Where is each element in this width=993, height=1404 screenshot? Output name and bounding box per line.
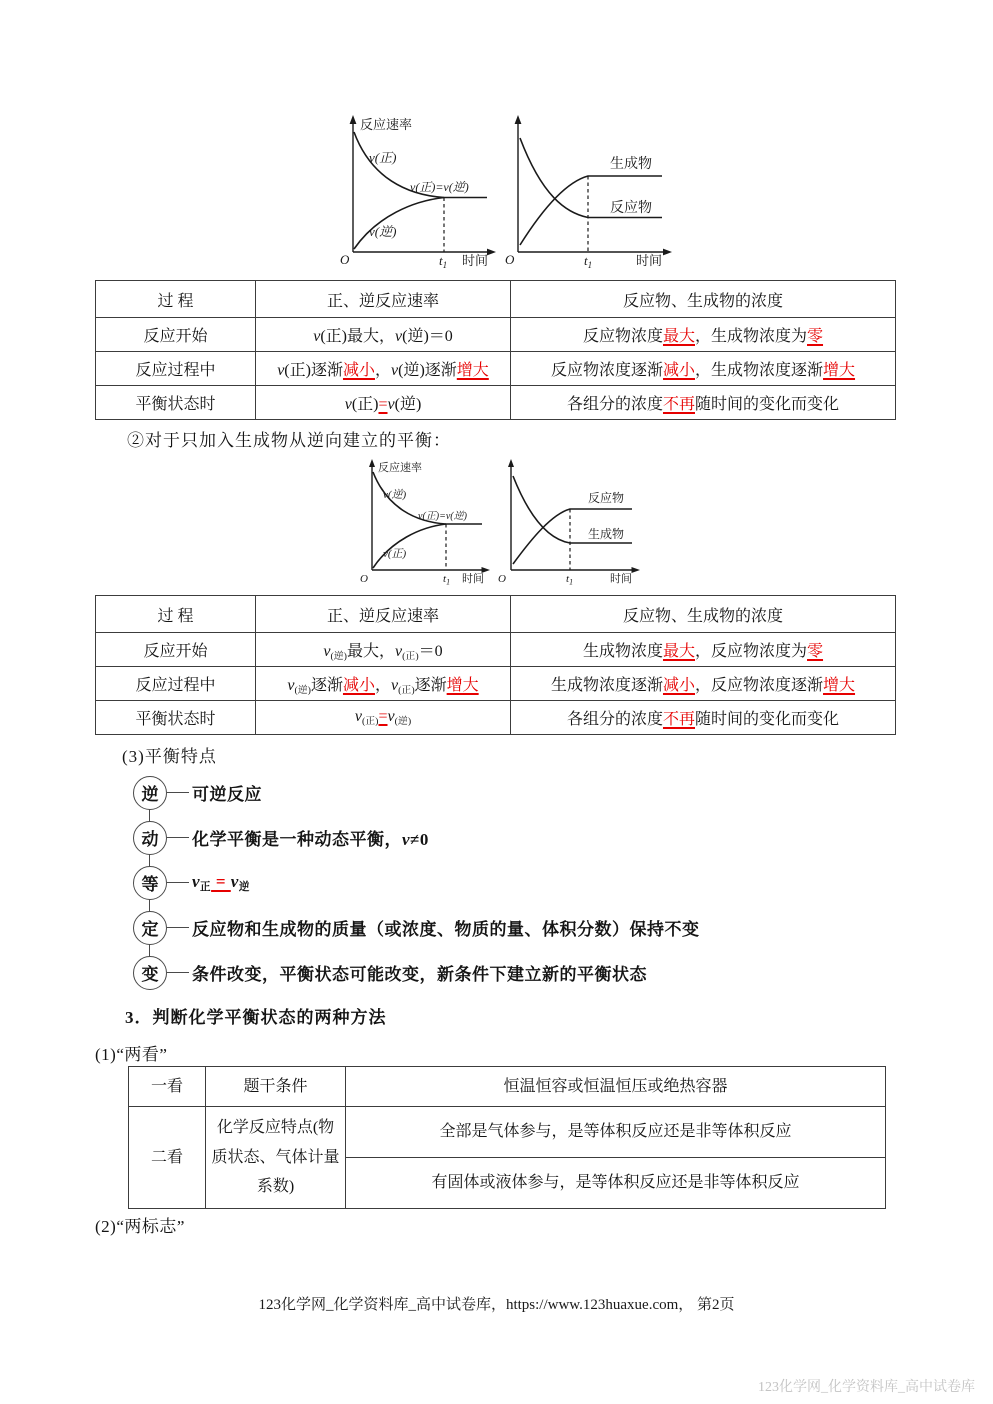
feature-item xyxy=(133,860,700,905)
table-row xyxy=(129,1107,886,1158)
process-cell: 平衡状态时 xyxy=(96,386,256,420)
table-row xyxy=(129,1067,886,1107)
table-row xyxy=(96,281,896,318)
note-reverse-equilibrium: ②对于只加入生成物从逆向建立的平衡： xyxy=(127,431,451,450)
feature-item xyxy=(133,770,700,815)
origin-label: O xyxy=(360,573,368,585)
origin-label: O xyxy=(498,573,506,585)
table-row xyxy=(96,318,896,352)
condition-label-cell: 题干条件 xyxy=(206,1067,346,1107)
table-row xyxy=(96,667,896,701)
table-reverse-equilibrium xyxy=(95,595,896,735)
rate-cell: v(正)最大，v(逆)＝0 xyxy=(256,318,511,352)
feature-item xyxy=(133,950,700,995)
feature-text: 反应物和生成物的质量（或浓度、物质的量、体积分数）保持不变 xyxy=(192,920,700,939)
concentration-cell: 生成物浓度逐渐减小，反应物浓度逐渐增大 xyxy=(511,667,896,701)
concentration-cell: 反应物浓度逐渐减小，生成物浓度逐渐增大 xyxy=(511,352,896,386)
reaction-feature-cell: 化学反应特点(物质状态、气体计量系数) xyxy=(206,1107,346,1209)
equilibrium-features xyxy=(133,770,700,995)
feature-circle: 逆 xyxy=(133,776,167,810)
look-one-cell: 一看 xyxy=(129,1067,206,1107)
x-axis-label: 时间 xyxy=(462,253,489,268)
table-forward-equilibrium xyxy=(95,280,896,420)
subsection-two-sign-label: (2)“两标志” xyxy=(95,1217,185,1236)
t1-label: $t_1$ xyxy=(443,573,451,587)
rate-time-graph-forward xyxy=(333,112,500,270)
feature-item xyxy=(133,905,700,950)
feature-item xyxy=(133,815,700,860)
reactant-curve-label: 反应物 xyxy=(588,491,625,505)
header-rates: 正、逆反应速率 xyxy=(256,281,511,318)
y-axis-label: 反应速率 xyxy=(360,117,413,132)
table-row xyxy=(96,352,896,386)
look-two-cell: 二看 xyxy=(129,1107,206,1209)
page-footer: 123化学网_化学资料库_高中试卷库，https://www.123huaxue.com， 第2页 xyxy=(258,1297,735,1313)
rate-time-graph-reverse xyxy=(354,456,494,587)
equal-rates-label: v(正)=v(逆) xyxy=(418,511,467,522)
feature-text: 化学平衡是一种动态平衡，v≠0 xyxy=(192,830,429,849)
table-row xyxy=(96,596,896,633)
feature-text: v正 = v逆 xyxy=(192,871,250,893)
rate-cell: v(逆)逐渐减小，v(正)逐渐增大 xyxy=(256,667,511,701)
reactant-curve-label: 反应物 xyxy=(610,201,652,216)
equal-rates-label: v(正)=v(逆) xyxy=(410,180,469,194)
concentration-cell: 生成物浓度最大，反应物浓度为零 xyxy=(511,633,896,667)
rate-cell: v(逆)最大，v(正)＝0 xyxy=(256,633,511,667)
dash-connector xyxy=(167,882,189,883)
reverse-rate-curve-label: v(逆) xyxy=(383,489,407,501)
reverse-rate-curve-label: v(逆) xyxy=(369,224,397,239)
process-cell: 平衡状态时 xyxy=(96,701,256,735)
forward-rate-curve-label: v(正) xyxy=(383,548,407,560)
feature-circle: 动 xyxy=(133,821,167,855)
concentration-cell: 各组分的浓度不再随时间的变化而变化 xyxy=(511,701,896,735)
graph-set-reverse xyxy=(354,456,644,587)
header-process: 过 程 xyxy=(96,596,256,633)
origin-label: O xyxy=(340,252,350,267)
t1-label: $t_1$ xyxy=(584,253,593,270)
product-curve-label: 生成物 xyxy=(588,527,625,541)
dash-connector xyxy=(167,972,189,973)
concentration-cell: 各组分的浓度不再随时间的变化而变化 xyxy=(511,386,896,420)
x-axis-label: 时间 xyxy=(636,253,663,268)
dash-connector xyxy=(167,792,189,793)
dash-connector xyxy=(167,927,189,928)
concentration-cell: 反应物浓度最大，生成物浓度为零 xyxy=(511,318,896,352)
rate-cell: v(正)逐渐减小，v(逆)逐渐增大 xyxy=(256,352,511,386)
feature-text: 条件改变，平衡状态可能改变，新条件下建立新的平衡状态 xyxy=(192,965,647,984)
origin-label: O xyxy=(505,252,515,267)
product-curve-label: 生成物 xyxy=(610,157,652,172)
feature-circle: 定 xyxy=(133,911,167,945)
subsection-two-look-label: (1)“两看” xyxy=(95,1045,168,1064)
x-axis-label: 时间 xyxy=(462,573,484,585)
header-rates: 正、逆反应速率 xyxy=(256,596,511,633)
process-cell: 反应过程中 xyxy=(96,352,256,386)
forward-rate-curve-label: v(正) xyxy=(369,150,397,165)
feature-text: 可逆反应 xyxy=(192,785,262,804)
equilibrium-features-title: (3)平衡特点 xyxy=(122,747,217,766)
dash-connector xyxy=(167,837,189,838)
gas-case-cell: 全部是气体参与，是等体积反应还是非等体积反应 xyxy=(346,1107,886,1158)
x-axis-label: 时间 xyxy=(610,573,632,585)
y-axis-label: 反应速率 xyxy=(378,462,422,474)
rate-cell: v(正)=v(逆) xyxy=(256,386,511,420)
table-row xyxy=(96,701,896,735)
rate-cell: v(正)=v(逆) xyxy=(256,701,511,735)
table-row xyxy=(96,386,896,420)
table-row xyxy=(96,633,896,667)
header-process: 过 程 xyxy=(96,281,256,318)
section-3-heading: 3．判断化学平衡状态的两种方法 xyxy=(125,1008,387,1027)
t1-label: $t_1$ xyxy=(439,253,448,270)
condition-value-cell: 恒温恒容或恒温恒压或绝热容器 xyxy=(346,1067,886,1107)
concentration-time-graph-reverse xyxy=(494,456,644,587)
process-cell: 反应开始 xyxy=(96,633,256,667)
t1-label: $t_1$ xyxy=(566,573,574,587)
header-concentrations: 反应物、生成物的浓度 xyxy=(511,281,896,318)
watermark: 123化学网_化学资料库_高中试卷库 xyxy=(758,1380,975,1395)
feature-circle: 等 xyxy=(133,866,167,900)
header-concentrations: 反应物、生成物的浓度 xyxy=(511,596,896,633)
process-cell: 反应过程中 xyxy=(96,667,256,701)
two-look-table xyxy=(128,1066,886,1209)
graph-set-forward xyxy=(333,112,675,270)
feature-circle: 变 xyxy=(133,956,167,990)
solid-liquid-case-cell: 有固体或液体参与，是等体积反应还是非等体积反应 xyxy=(346,1158,886,1209)
concentration-time-graph-forward xyxy=(500,112,675,270)
process-cell: 反应开始 xyxy=(96,318,256,352)
